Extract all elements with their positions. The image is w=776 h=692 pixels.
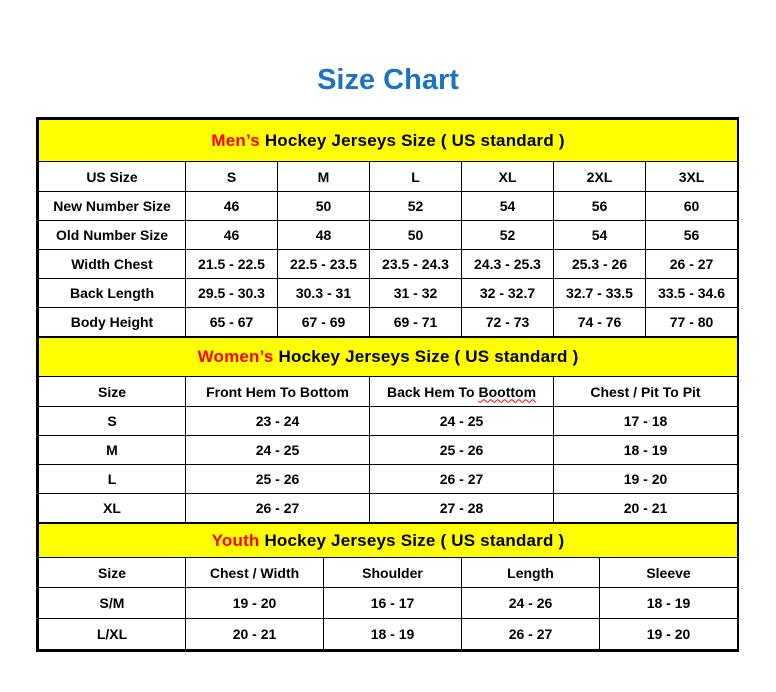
row-label: New Number Size: [39, 192, 186, 221]
data-cell: 52: [370, 192, 462, 221]
header-cell: Chest / Pit To Pit: [554, 377, 738, 407]
header-cell: Length: [462, 558, 600, 588]
header-cell: Size: [39, 558, 186, 588]
data-cell: 16 - 17: [324, 588, 462, 619]
row-label: Back Length: [39, 279, 186, 308]
data-cell: 24 - 25: [370, 407, 554, 436]
row-label: L/XL: [39, 619, 186, 650]
data-cell: 52: [462, 221, 554, 250]
misspelled-word: Boottom: [478, 383, 537, 400]
womens-size-table: [38, 337, 738, 523]
data-cell: 23 - 24: [186, 407, 370, 436]
womens-columns-row: [39, 377, 738, 407]
header-cell: Sleeve: [600, 558, 738, 588]
header-cell: 3XL: [646, 162, 738, 192]
data-cell: 21.5 - 22.5: [186, 250, 278, 279]
row-label: XL: [39, 494, 186, 523]
data-cell: 22.5 - 23.5: [278, 250, 370, 279]
header-cell: Front Hem To Bottom: [186, 377, 370, 407]
womens-section-header: [39, 338, 738, 377]
header-text: Back Hem To: [386, 383, 479, 400]
data-cell: 18 - 19: [554, 436, 738, 465]
data-cell: 25 - 26: [186, 465, 370, 494]
table-row: [39, 250, 738, 279]
row-label: Width Chest: [39, 250, 186, 279]
data-cell: 26 - 27: [646, 250, 738, 279]
data-cell: 46: [186, 221, 278, 250]
data-cell: 18 - 19: [600, 588, 738, 619]
data-cell: 25 - 26: [370, 436, 554, 465]
data-cell: 24 - 26: [462, 588, 600, 619]
data-cell: 18 - 19: [324, 619, 462, 650]
row-label: Old Number Size: [39, 221, 186, 250]
data-cell: 72 - 73: [462, 308, 554, 337]
data-cell: 26 - 27: [370, 465, 554, 494]
page-title: Size Chart: [317, 64, 459, 96]
data-cell: 56: [646, 221, 738, 250]
data-cell: 26 - 27: [186, 494, 370, 523]
data-cell: 32.7 - 33.5: [554, 279, 646, 308]
row-label: S/M: [39, 588, 186, 619]
mens-columns-row: [39, 162, 738, 192]
youth-band-row: [39, 524, 738, 558]
data-cell: 69 - 71: [370, 308, 462, 337]
header-cell: Size: [39, 377, 186, 407]
mens-highlight-word: Men’s: [211, 130, 260, 150]
data-cell: 48: [278, 221, 370, 250]
data-cell: 65 - 67: [186, 308, 278, 337]
row-label: M: [39, 436, 186, 465]
header-cell: Chest / Width: [186, 558, 324, 588]
row-label: S: [39, 407, 186, 436]
data-cell: 33.5 - 34.6: [646, 279, 738, 308]
data-cell: 67 - 69: [278, 308, 370, 337]
header-cell: Shoulder: [324, 558, 462, 588]
data-cell: 24 - 25: [186, 436, 370, 465]
youth-section-header-text: Hockey Jerseys Size ( US standard ): [259, 530, 565, 550]
data-cell: 24.3 - 25.3: [462, 250, 554, 279]
data-cell: 46: [186, 192, 278, 221]
header-cell: XL: [462, 162, 554, 192]
data-cell: 50: [278, 192, 370, 221]
data-cell: 19 - 20: [554, 465, 738, 494]
header-cell: [370, 377, 554, 407]
mens-band-row: [39, 120, 738, 162]
youth-columns-row: [39, 558, 738, 588]
table-row: [39, 436, 738, 465]
youth-section-header: [39, 524, 738, 558]
row-label: L: [39, 465, 186, 494]
mens-section-header: [39, 120, 738, 162]
youth-highlight-word: Youth: [211, 530, 260, 550]
data-cell: 25.3 - 26: [554, 250, 646, 279]
data-cell: 23.5 - 24.3: [370, 250, 462, 279]
data-cell: 50: [370, 221, 462, 250]
womens-band-row: [39, 338, 738, 377]
table-row: [39, 308, 738, 337]
data-cell: 19 - 20: [600, 619, 738, 650]
data-cell: 60: [646, 192, 738, 221]
table-row: [39, 619, 738, 650]
header-cell: L: [370, 162, 462, 192]
header-cell: S: [186, 162, 278, 192]
table-row: [39, 279, 738, 308]
data-cell: 31 - 32: [370, 279, 462, 308]
data-cell: 19 - 20: [186, 588, 324, 619]
table-row: [39, 588, 738, 619]
data-cell: 56: [554, 192, 646, 221]
table-row: [39, 221, 738, 250]
data-cell: 26 - 27: [462, 619, 600, 650]
data-cell: 29.5 - 30.3: [186, 279, 278, 308]
data-cell: 54: [554, 221, 646, 250]
header-cell: 2XL: [554, 162, 646, 192]
womens-section-header-text: Hockey Jerseys Size ( US standard ): [273, 347, 579, 366]
data-cell: 54: [462, 192, 554, 221]
size-chart: [36, 117, 739, 652]
table-row: [39, 494, 738, 523]
table-row: [39, 465, 738, 494]
data-cell: 20 - 21: [554, 494, 738, 523]
table-row: [39, 192, 738, 221]
data-cell: 77 - 80: [646, 308, 738, 337]
data-cell: 27 - 28: [370, 494, 554, 523]
header-cell: US Size: [39, 162, 186, 192]
row-label: Body Height: [39, 308, 186, 337]
womens-highlight-word: Women’s: [197, 347, 274, 366]
data-cell: 74 - 76: [554, 308, 646, 337]
data-cell: 17 - 18: [554, 407, 738, 436]
mens-size-table: [38, 119, 738, 337]
table-row: [39, 407, 738, 436]
youth-size-table: [38, 523, 738, 650]
mens-section-header-text: Hockey Jerseys Size ( US standard ): [259, 130, 565, 150]
data-cell: 20 - 21: [186, 619, 324, 650]
data-cell: 30.3 - 31: [278, 279, 370, 308]
data-cell: 32 - 32.7: [462, 279, 554, 308]
header-cell: M: [278, 162, 370, 192]
